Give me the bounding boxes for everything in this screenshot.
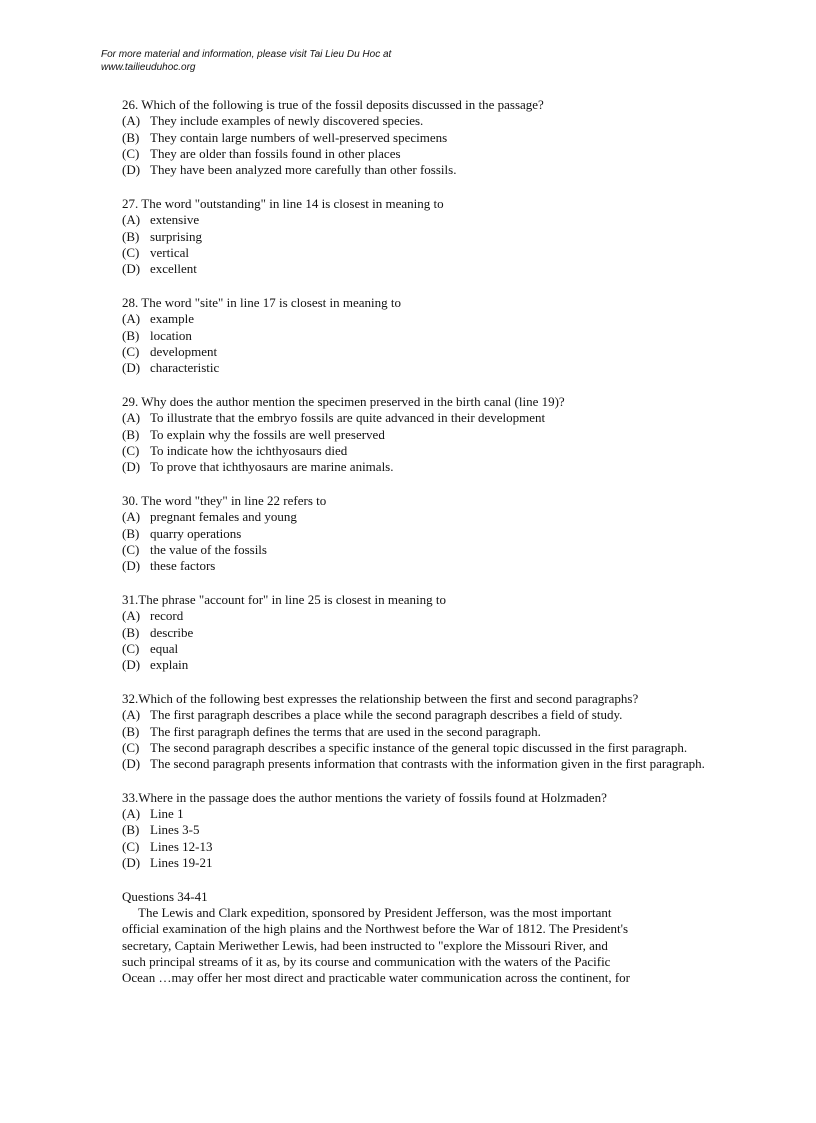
option-letter: (A) xyxy=(122,410,141,426)
option-text: To explain why the fossils are well preserved xyxy=(150,426,385,442)
answer-option xyxy=(122,229,722,245)
option-text: location xyxy=(150,327,192,343)
question-block xyxy=(122,493,722,574)
question-stem: 28. The word "site" in line 17 is closest in meaning to xyxy=(122,294,402,310)
question-block xyxy=(122,691,722,772)
option-letter: (C) xyxy=(122,739,140,755)
option-text: To illustrate that the embryo fossils are quite advanced in their development xyxy=(150,410,546,426)
question-block xyxy=(122,97,722,178)
option-letter: (D) xyxy=(122,459,141,475)
question-block xyxy=(122,592,722,673)
answer-option xyxy=(122,724,722,740)
answer-option xyxy=(122,526,722,542)
passage-line: secretary, Captain Meriwether Lewis, had been instructed to "explore the Missouri River, and xyxy=(122,937,608,953)
answer-option xyxy=(122,657,722,673)
passage-line: official examination of the high plains and the Northwest before the War of 1812. The President's xyxy=(122,921,629,937)
header-line-1: For more material and information, please visit Tai Lieu Du Hoc at xyxy=(101,49,392,60)
passage-line: such principal streams of it as, by its course and communication with the waters of the Pacific xyxy=(122,954,611,970)
answer-option xyxy=(122,822,722,838)
option-letter: (C) xyxy=(122,442,140,458)
reading-passage xyxy=(122,905,722,986)
option-text: Lines 12-13 xyxy=(150,838,213,854)
option-letter: (B) xyxy=(122,525,140,541)
option-text: They are older than fossils found in other places xyxy=(150,145,401,161)
option-letter: (C) xyxy=(122,640,140,656)
option-letter: (C) xyxy=(122,244,140,260)
answer-option xyxy=(122,839,722,855)
option-text: They contain large numbers of well-preserved specimens xyxy=(150,129,448,145)
option-letter: (A) xyxy=(122,806,141,822)
answer-option xyxy=(122,625,722,641)
option-letter: (A) xyxy=(122,608,141,624)
passage-line: The Lewis and Clark expedition, sponsored by President Jefferson, was the most important xyxy=(138,905,612,921)
option-letter: (A) xyxy=(122,212,141,228)
content-area xyxy=(122,97,722,987)
answer-option xyxy=(122,509,722,525)
answer-option xyxy=(122,740,722,756)
option-text: They include examples of newly discovered species. xyxy=(150,113,424,129)
page-header xyxy=(101,48,391,74)
option-text: They have been analyzed more carefully than other fossils. xyxy=(150,162,457,178)
answer-option xyxy=(122,459,722,475)
option-letter: (B) xyxy=(122,426,140,442)
option-letter: (B) xyxy=(122,822,140,838)
passage-line: Ocean …may offer her most direct and practicable water communication across the continent, for xyxy=(122,970,631,986)
option-text: excellent xyxy=(150,261,197,277)
option-text: quarry operations xyxy=(150,525,242,541)
header-url: www.tailieuduhoc.org xyxy=(101,62,196,73)
option-letter: (D) xyxy=(122,756,141,772)
answer-option xyxy=(122,608,722,624)
option-letter: (A) xyxy=(122,113,141,129)
option-text: these factors xyxy=(150,558,216,574)
answer-option xyxy=(122,212,722,228)
option-text: The first paragraph describes a place while the second paragraph describes a field of study. xyxy=(150,707,623,723)
option-text: characteristic xyxy=(150,360,220,376)
option-letter: (D) xyxy=(122,360,141,376)
answer-option xyxy=(122,558,722,574)
question-stem: 33.Where in the passage does the author mentions the variety of fossils found at Holzmaden? xyxy=(122,789,607,805)
answer-option xyxy=(122,360,722,376)
option-text: The first paragraph defines the terms that are used in the second paragraph. xyxy=(150,723,541,739)
option-letter: (D) xyxy=(122,558,141,574)
option-letter: (A) xyxy=(122,509,141,525)
answer-option xyxy=(122,328,722,344)
answer-option xyxy=(122,130,722,146)
option-letter: (C) xyxy=(122,145,140,161)
option-text: explain xyxy=(150,657,189,673)
answer-option xyxy=(122,162,722,178)
option-letter: (B) xyxy=(122,228,140,244)
option-text: example xyxy=(150,311,195,327)
option-letter: (B) xyxy=(122,624,140,640)
option-text: equal xyxy=(150,640,179,656)
option-letter: (B) xyxy=(122,327,140,343)
option-text: extensive xyxy=(150,212,200,228)
question-block xyxy=(122,790,722,871)
option-text: Line 1 xyxy=(150,806,184,822)
answer-option xyxy=(122,542,722,558)
answer-option xyxy=(122,146,722,162)
question-list xyxy=(122,97,722,871)
option-letter: (D) xyxy=(122,855,141,871)
option-text: To prove that ichthyosaurs are marine animals. xyxy=(150,459,394,475)
option-letter: (D) xyxy=(122,657,141,673)
question-stem: 32.Which of the following best expresses the relationship between the first and second paragraphs? xyxy=(122,690,639,706)
answer-option xyxy=(122,344,722,360)
option-text: The second paragraph describes a specific instance of the general topic discussed in the first paragraph. xyxy=(150,739,688,755)
option-letter: (C) xyxy=(122,343,140,359)
option-letter: (D) xyxy=(122,261,141,277)
option-text: vertical xyxy=(150,244,189,260)
answer-option xyxy=(122,113,722,129)
option-text: Lines 3-5 xyxy=(150,822,200,838)
answer-option xyxy=(122,261,722,277)
answer-option xyxy=(122,410,722,426)
question-stem: 31.The phrase "account for" in line 25 is closest in meaning to xyxy=(122,591,446,607)
option-text: Lines 19-21 xyxy=(150,855,213,871)
option-text: the value of the fossils xyxy=(150,541,267,557)
reading-section xyxy=(122,889,722,987)
option-text: development xyxy=(150,343,218,359)
question-stem: 26. Which of the following is true of the fossil deposits discussed in the passage? xyxy=(122,97,544,112)
option-text: surprising xyxy=(150,228,202,244)
option-text: record xyxy=(150,608,184,624)
option-text: describe xyxy=(150,624,194,640)
answer-option xyxy=(122,427,722,443)
option-letter: (A) xyxy=(122,311,141,327)
answer-option xyxy=(122,641,722,657)
answer-option xyxy=(122,311,722,327)
question-stem: 29. Why does the author mention the specimen preserved in the birth canal (line 19)? xyxy=(122,393,565,409)
question-block xyxy=(122,295,722,376)
answer-option xyxy=(122,806,722,822)
answer-option xyxy=(122,855,722,871)
question-block xyxy=(122,394,722,475)
question-stem: 27. The word "outstanding" in line 14 is closest in meaning to xyxy=(122,195,444,211)
answer-option xyxy=(122,443,722,459)
option-letter: (D) xyxy=(122,162,141,178)
option-letter: (C) xyxy=(122,541,140,557)
answer-option xyxy=(122,245,722,261)
option-text: To indicate how the ichthyosaurs died xyxy=(150,442,348,458)
section-title: Questions 34-41 xyxy=(122,888,208,904)
question-stem: 30. The word "they" in line 22 refers to xyxy=(122,492,327,508)
option-text: pregnant females and young xyxy=(150,509,297,525)
answer-option xyxy=(122,707,722,723)
option-letter: (C) xyxy=(122,838,140,854)
option-letter: (B) xyxy=(122,723,140,739)
option-letter: (B) xyxy=(122,129,140,145)
answer-option xyxy=(122,756,722,772)
option-letter: (A) xyxy=(122,707,141,723)
question-block xyxy=(122,196,722,277)
option-text: The second paragraph presents information that contrasts with the information given in the first paragraph. xyxy=(150,756,705,772)
